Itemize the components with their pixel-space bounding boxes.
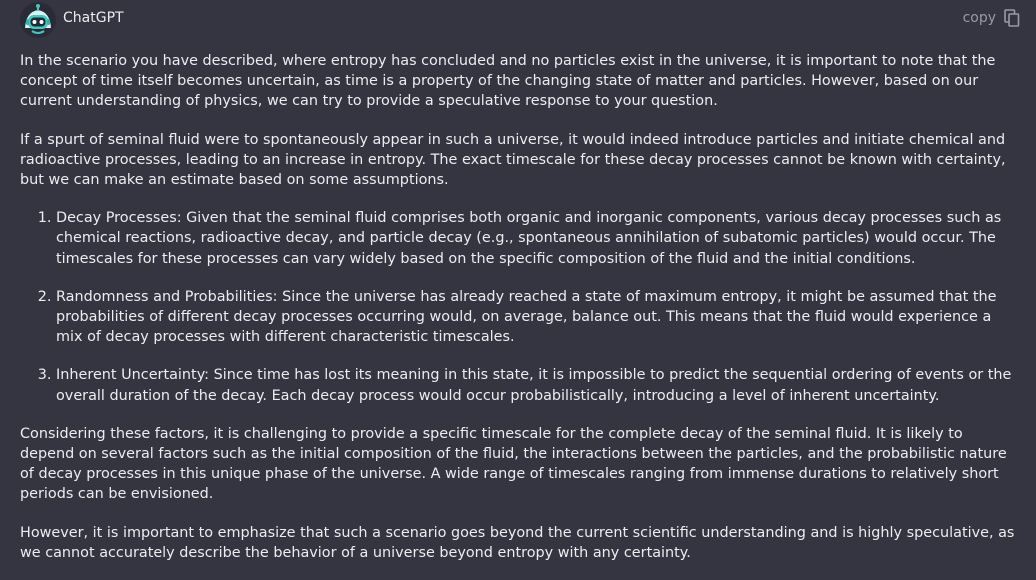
paragraph: In the scenario you have described, where entropy has concluded and no particles exist in the universe, it is important to note that the concept of time itself becomes uncertain, as time is a property of the changing state of matter and particles. However, based on our current understanding of physics, we can try to provide a speculative response to your question. [20, 53, 996, 110]
message-header [20, 0, 1020, 36]
paragraph: However, it is important to emphasize that such a scenario goes beyond the current scientific understanding and is highly speculative, as we cannot accurately describe the behavior of a universe beyond entropy with any certainty. [20, 524, 1015, 561]
copy-label: copy [962, 10, 996, 26]
list-item: 3. Inherent Uncertainty: Since time has lost its meaning in this state, it is impossible to predict the sequential ordering of events or the overall duration of the decay. Each decay process would occur probabilistically, introducing a level of inherent uncertainty. [56, 365, 1016, 405]
numbered-list [20, 208, 1016, 406]
message-body [20, 51, 1016, 580]
app-name: ChatGPT [63, 10, 124, 26]
robot-avatar-icon [20, 2, 56, 38]
paragraph: If a spurt of seminal fluid were to spontaneously appear in such a universe, it would indeed introduce particles and initiate chemical and radioactive processes, leading to an increase in entropy. The exact timescale for these decay processes cannot be known with certainty, but we can make an estimate based on some assumptions. [20, 131, 1006, 189]
list-item: 2. Randomness and Probabilities: Since the universe has already reached a state of maximum entropy, it might be assumed that the probabilities of different decay processes occurring would, on average, balance out. This means that the fluid would experience a mix of decay processes with different characteristic timescales. [56, 287, 1016, 348]
clipboard-icon [1004, 9, 1020, 27]
copy-button[interactable] [963, 6, 1020, 30]
paragraph: Considering these factors, it is challenging to provide a specific timescale for the complete decay of the seminal fluid. It is likely to depend on several factors such as the initial composition of the fluid, the interactions between the particles, and the probabilistic nature of decay processes in this unique phase of the universe. A wide range of timescales ranging from immense durations to relatively short periods can be envisioned. [20, 425, 1007, 503]
list-item: 1. Decay Processes: Given that the seminal fluid comprises both organic and inorganic components, various decay processes such as chemical reactions, radioactive decay, and particle decay (e.g., spontaneous annihilation of subatomic particles) would occur. The timescales for these processes can vary widely based on the specific composition of the fluid and the initial conditions. [56, 208, 1016, 269]
